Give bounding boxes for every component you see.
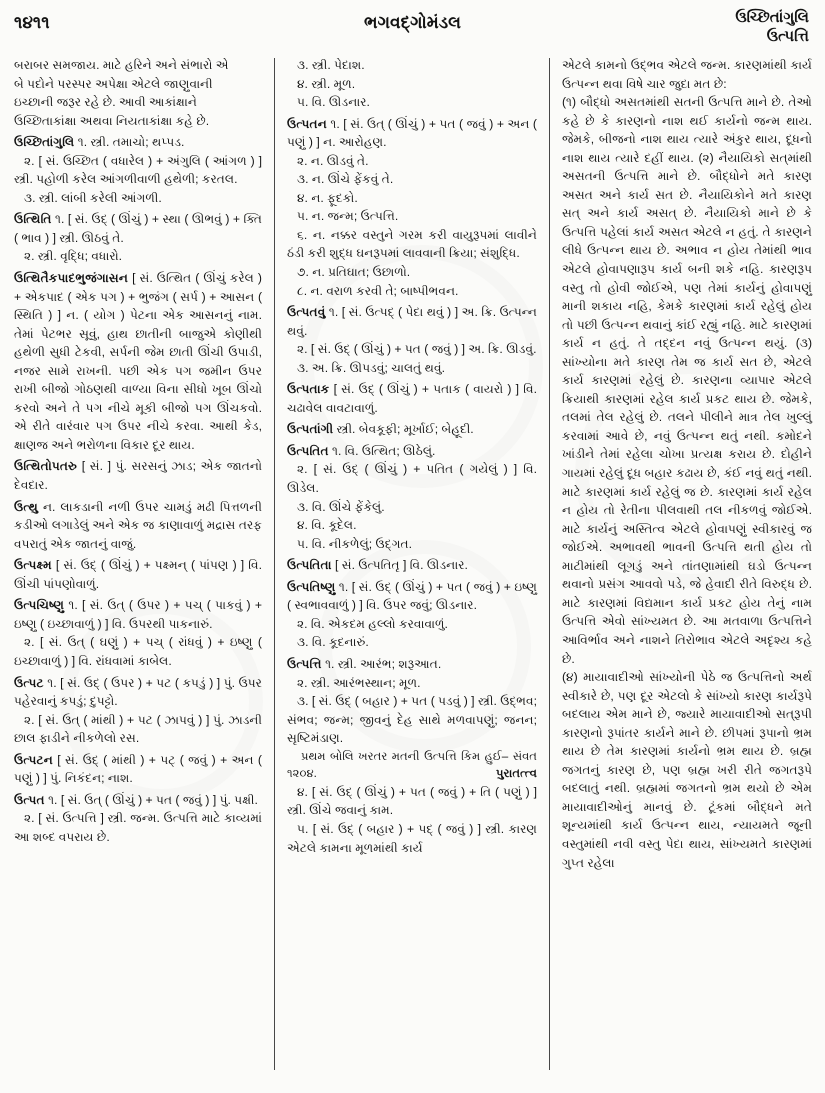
sense-2: ૨. [ સં. ઉદ્ ( ઊંચું ) + પત ( જવું ) ] અ. ક્રિ. ઊડવું. xyxy=(297,342,537,357)
dictionary-entry xyxy=(14,556,262,593)
headword: ઉત્પતિષ્ણુ xyxy=(287,579,336,594)
sense-after-2: ૫. [ સં. ઉદ્ ( બહાર ) + પદ્ ( જવું ) ] સ્ત્રી. કારણ એટલે કામના મૂળમાંથી કાર્ય xyxy=(287,822,537,855)
headword: ઉત્પક્ષ્મ xyxy=(14,558,52,573)
dictionary-entry xyxy=(14,674,262,748)
sense-7: ૭. ન. પ્રતિઘાત; ઉછાળો. xyxy=(297,265,411,280)
dictionary-entry xyxy=(14,596,262,670)
article-body xyxy=(562,56,812,872)
sense-8: ૮. ન. વરાળ કરવી તે; બાષ્પીભવન. xyxy=(297,283,459,298)
paragraph-3: (૪) માયાવાદીઓ સાંખ્યોની પેઠે જ ઉત્પત્તિનો અર્થ સ્વીકારે છે, પણ દૂર એટલો કે સાંખ્યો કારણ કાર્યરૂપે બદલાય એમ માને છે, જ્યારે માયાવાદીઓ સત્‌રૂપી કારણનો રૂપાંતર કાર્યને માને છે. છીપમાં રૂપાનો ભ્રમ થાય છે તેમ કારણમાં કાર્યનો ભ્રમ થાય છે. બ્રહ્મ જગતનું કારણ છે, પણ બ્રહ્મ ખરી રીતે જગતરૂપે બદલાતું નથી. બ્રહ્મમાં જગતનો ભ્રમ થયો છે એમ માયાવાદીઓનું માનવું છે. ટૂંકમાં બૌદ્ધને મતે શૂન્યમાંથી કાર્ય ઉત્પન્ન થાય, ન્યાયમતે જૂની વસ્તુમાંથી નવી વસ્તુ પેદા થાય, સાંખ્યમતે કારણમાં ગુપ્ત રહેલા xyxy=(562,670,812,870)
headword: ઉત્પતાક xyxy=(287,382,330,397)
entry-first-line: ઉત્પતાક [ સં. ઉદ્ ( ઊંચું ) + પતાક ( વાયરો ) ] વિ. ચઢાવેલ વાવટાવાળું. xyxy=(287,382,537,415)
headword: ઉત્પચિષ્ણુ xyxy=(14,598,65,613)
sense-1: ૨. [ સં. ઉચ્છિત ( વધારેલ ) + અંગુલિ ( આંગળ ) ] સ્ત્રી. પહોળી કરેલ આંગળીવાળી હથેળી; કરતલ. xyxy=(14,153,262,187)
dictionary-entry xyxy=(287,420,537,439)
dictionary-entry xyxy=(14,751,262,788)
entry-first-line: ઉત્પત ૧. [ સં. ઉત્ ( ઊંચું ) + પત ( જવું ) ] પું. પક્ષી. xyxy=(14,792,258,807)
sense-3: ૩. [ સં. ઉદ્ ( બહાર ) + પત ( પડવું ) ] સ્ત્રી. ઉદ્ભવ; સંભવ; જન્મ; જીવનું દેહ સાથે મળવાપણું; જનન; સૃષ્ટિમંડાણ. xyxy=(287,694,537,746)
dictionary-entry xyxy=(14,498,262,554)
dictionary-entry xyxy=(14,269,262,454)
entry-first-line: ઉત્થિતૈકપાદભુજંગાસન [ સં. ઉત્થિત ( ઊંચું કરેલ ) + એકપાદ ( એક પગ ) + ભુજંગ ( સર્પ ) + આસન ( સ્થિતિ ) ] ન. ( યોગ ) પેટના એક આસનનું નામ. તેમાં પેટભર સૂવું, હાથ છાતીની બાજુએ કોણીથી હથેળી સુધી ટેકવી, સર્પની જેમ છાતી ઊંચી ઉપાડી, નજર સામે રાખની. પછી એક પગ જમીન ઉપર રાખી બીજો ગોઠણથી વાળ્યા વિના સીધો ખૂબ ઊંચો કરવો અને તે પગ નીચે મૂકી બીજો પગ ઊંચકવો. એ રીતે વારંવાર પગ ઉપર નીચે કરવા. આથી કેડ, ક્ષાણજ અને ભરોળના વિકાર દૂર થાય. xyxy=(14,271,262,452)
entry-first-line: ઉત્પટન [ સં. ઉદ્ ( માંથી ) + પટ્ ( જવું ) + અન ( પણું ) ] પું. નિકંદન; નાશ. xyxy=(14,752,262,786)
carryover-line-1: બે પદોને પરસ્પર અપેક્ષા એટલે જાણુવાની xyxy=(14,76,213,91)
dictionary-entry xyxy=(287,380,537,417)
dictionary-entry xyxy=(287,303,537,377)
headword: ઉત્પતિતા xyxy=(287,558,332,573)
carryover-sense-3: ૫. વિ. ઊડનાર. xyxy=(297,95,370,110)
entry-list-1 xyxy=(14,133,262,846)
entry-first-line: ઉત્પતિત ૧. વિ. ઉત્થિત; ઊઠેલું. xyxy=(287,443,436,458)
headword: ઉત્પટન xyxy=(14,752,53,767)
headword: ઉત્પતાંગી xyxy=(287,422,334,437)
carryover-line-3: ઉચ્છિતાકાંક્ષા અથવા નિયતાકાંક્ષા કહે છે. xyxy=(14,113,210,128)
entry-first-line: ઉત્પતન ૧. [ સં. ઉત્ ( ઊંચું ) + પત ( જવું ) + અન ( પણું ) ] ન. આરોહણ. xyxy=(287,116,537,150)
sense-2: ૨. [ સં. ઉત્ ( ઘણું ) + પચ્ ( રાંધવું ) + ઇષ્ણુ ( ઇચ્છાવાળું ) ] વિ. રાંધવામાં કાબેલ. xyxy=(14,635,262,668)
entry-first-line: ઉત્પતવું ૧. [ સં. ઉત્પદ્ ( પેદા થવું ) ] અ. ક્રિ. ઉત્પન્ન થવું. xyxy=(287,305,537,338)
headword: ઉત્પતવું xyxy=(287,305,326,320)
carryover-line-0: બરાબર સમજાય. માટે હરિને અને સંભારો એ xyxy=(14,58,229,72)
carryover-sense-1: ૩. સ્ત્રી. પેદાશ. xyxy=(297,58,365,72)
entry-first-line: ઉત્થિતોપતરુ [ સં. ] પું. સરસનું ઝાડ; એક જાતનો દેવદાર. xyxy=(14,459,262,493)
sense-4: ૪. વિ. કૂદેલ. xyxy=(297,518,357,533)
dictionary-entry xyxy=(14,210,262,266)
dictionary-entry xyxy=(14,791,262,847)
sense-4: ૪. ન. ફૂદકો. xyxy=(297,190,358,205)
sense-3: ૩. અ. ક્રિ. ઊપડવું; ચાલતું થવું. xyxy=(297,360,445,375)
headword: ઉત્પત xyxy=(14,792,45,807)
sense-3: ૩. ન. ઊંચે ફેંકવું તે. xyxy=(297,172,394,187)
column-2 xyxy=(275,56,550,1086)
guide-word-last: ઉત્પત્તિ xyxy=(766,28,809,46)
sense-3: ૩. વિ. ઊંચે ફેંકેલું. xyxy=(297,499,385,514)
headword: ઉત્પટ xyxy=(14,675,44,690)
sense-2: ૨. સ્ત્રી. વૃદ્ધિ; વધારો. xyxy=(24,249,123,264)
paragraph-2: (૧) બૌદ્ધો અસતમાંથી સતની ઉત્પત્તિ માને છે. તેઓ કહે છે કે કારણનો નાશ થઈ કાર્યનો જન્મ થાય. જેમકે, બીજનો નાશ થાય ત્યારે અંકુર થાય, દૂધનો નાશ થાય ત્યારે દહીં થાય. (૨) નૈયાયિકો સત્‌માંથી અસતની ઉત્પત્તિ માને છે. બૌદ્ધોને મતે કારણ અસત અને કાર્ય સત છે. નૈયાયિકોને મતે કારણ સત્ અને કાર્ય અસત્ છે. નૈયાયિકો માને છે કે ઉત્પત્તિ પહેલાં કાર્ય અસત એટલે ન હતું. તે કારણને લીધે ઉત્પન્ન થાય છે. અભાવ ન હોય તેમાંથી ભાવ એટલે હોવાપણારૂપ કાર્ય બની શકે નહિ. કારણરૂપ વસ્તુ તો હોવી જોઈએ, પણ તેમાં કાર્યનું હોવાપણું માની શકાય નહિ, કેમકે કારણમાં કાર્ય રહેલું હોય તો પછી ઉત્પન્ન થવાનું કાંઈ રહ્યું નહિ. માટે કારણમાં કાર્ય ન હતું. તે તદ્દન નવું ઉત્પન્ન થયું. (૩) સાંખ્યોના મતે કારણ તેમ જ કાર્ય સત છે, એટલે કાર્ય કારણમાં રહેલું છે. કારણના વ્યાપાર એટલે ક્રિયાથી કારણમાં રહેલ કાર્ય પ્રકટ થાય છે. જેમકે, તલમાં તેલ રહેલું છે. તલને પીલીને માત્ર તેલ ખુલ્લું કરવામાં આવે છે, નવું ઉત્પન્ન થતું નથી. કમોદને ખાંડીને તેમાં રહેલા ચોખા પ્રત્યક્ષ કરાય છે. દોહીને ગાયમાં રહેલું દૂધ બહાર કઢાય છે, કંઈ નવું થતું નથી. માટે કારણમાં કાર્ય રહેલું જ છે. કારણમાં કાર્ય રહેલ ન હોય તો રેતીના પીલવાથી તલ નીકળવું જોઈએ. માટે કાર્યનું અસ્તિત્વ એટલે હોવાપણું સ્વીકારવું જ જોઈએ. અભાવથી ભાવની ઉત્પત્તિ થતી હોય તો માટીમાંથી લૂગડું અને તાંતણામાંથી ઘડો ઉત્પન્ન થવાનો પ્રસંગ આવવો પડે, જે હેવાદી રીતે વિરુદ્ધ છે. માટે કારણમાં વિદ્યમાન કાર્ય પ્રકટ હોય તેનું નામ ઉત્પત્તિ એવો સાંખ્યમત છે. આ મતવાળા ઉત્પત્તિને આવિર્ભાવ અને નાશને તિરોભાવ એટલે અદૃશ્ય કહે છે. xyxy=(562,95,812,666)
entry-first-line: ઉત્પતાંગી સ્ત્રી. બેવકૂફી; મૂર્ખાઈ; બેહૂદી. xyxy=(287,422,474,437)
column-1 xyxy=(0,56,275,1086)
headword: ઉત્થિતોપતરુ xyxy=(14,459,78,474)
entry-first-line: ઉત્થિતિ ૧. [ સં. ઉદ્ ( ઊંચું ) + સ્થા ( ઊભવું ) + ક્તિ ( ભાવ ) ] સ્ત્રી. ઊઠવું તે. xyxy=(14,212,262,245)
entry-first-line: ઉત્પત્તિ ૧. સ્ત્રી. આરંભ; શરૂઆત. xyxy=(287,656,442,671)
entry-list-2 xyxy=(287,115,537,857)
sense-5: ૫. ન. જન્મ; ઉત્પત્તિ. xyxy=(297,209,399,224)
entry-first-line: ઉત્પતિતા [ સં. ઉત્પતિતૃ ] વિ. ઊડનાર. xyxy=(287,558,468,573)
sense-2: ૨. [ સં. ઉદ્ ( ઊંચું ) + પતિત ( ગયેલું ) ] વિ. ઊડેલ. xyxy=(287,462,537,496)
dictionary-entry xyxy=(287,578,537,652)
sense-6: ૬. ન. નક્કર વસ્તુને ગરમ કરી વાયુરૂપમાં લાવીને ઠંડી કરી શુદ્ધ ઘનરૂપમાં લાવવાની ક્રિયા; સંશુદ્ધિ. xyxy=(287,227,537,261)
dictionary-entry xyxy=(287,115,537,300)
guide-word-first: ઉચ્છિતાંગુલિ xyxy=(735,9,809,26)
sense-2: ૨. વિ. એકદમ હલ્લો કરવાવાળું. xyxy=(297,616,448,631)
sense-after-1: ૪. [ સં. ઉદ્ ( ઊંચું ) + પત ( જવું ) + તિ ( પણું ) ] સ્ત્રી. ઊંચે જવાનું કામ. xyxy=(287,784,537,818)
sense-2: ૨. સ્ત્રી. આરંભસ્થાન; મૂળ. xyxy=(297,675,421,690)
entry-first-line: ઉચ્છિતાંગુલિ ૧. સ્ત્રી. તમાચો; થપ્પડ. xyxy=(14,135,185,150)
book-title: ભગવદ્ગોમંડલ xyxy=(364,13,461,32)
dictionary-entry xyxy=(14,133,262,207)
entry-first-line: ઉત્થુ ન. લાકડાની નળી ઉપર ચામડું મઢી પિત્તળની કડીઓ લગાડેલું અને એક જ કાણાવાળું મદ્રાસ તરફ વપરાતું એક જાતનું વાજું. xyxy=(14,499,262,551)
headword: ઉત્થિતિ xyxy=(14,212,52,227)
sense-3: ૩. વિ. કૂદનારું. xyxy=(297,635,369,650)
headword: ઉત્થુ xyxy=(14,499,38,514)
entry-first-line: ઉત્પચિષ્ણુ ૧. [ સં. ઉત્ ( ઉપર ) + પચ્ ( પાકવું ) + ઇષ્ણુ ( ઇચ્છાવાળું ) ] વિ. ઉપરથી પાકનારું. xyxy=(14,598,262,631)
dictionary-entry xyxy=(287,442,537,553)
sense-2: ૨. ન. ઊડવું તે. xyxy=(297,153,369,168)
quotation-citation: પુરાતત્ત્વ xyxy=(496,767,537,781)
column-container xyxy=(0,56,825,1086)
entry-first-line: ઉત્પક્ષ્મ [ સં. ઉદ્ ( ઊંચું ) + પક્ષ્મન્ ( પાંપણ ) ] વિ. ઊંચી પાંપણોવાળું. xyxy=(14,558,262,591)
sense-2: ૨. [ સં. ઉત્ ( માંથી ) + પટ ( ઝાપવું ) ] પું. ઝાડની છાલ ફાડીને નીકળેલો રસ. xyxy=(14,712,262,746)
carryover-line-2: ઇચ્છાની જરૂર રહે છે. આવી આકાંક્ષાને xyxy=(14,95,197,110)
entry-quotation: પ્રથમ બોલિ ખરતર મતની ઉત્પત્તિ કિમ હુઈ– સંવત ૧૨૦૪. પુરાતત્ત્વ xyxy=(287,748,537,783)
running-head xyxy=(0,0,825,52)
carryover-text xyxy=(14,56,262,130)
paragraph-1: એટલે કામનો ઉદ્ભવ એટલે જન્મ. કારણમાંથી કાર્ય ઉત્પન્ન થવા વિષે ચાર જુદા મત છે: xyxy=(562,58,812,91)
carryover-senses xyxy=(287,56,537,112)
sense-2: ૩. સ્ત્રી. લાંબી કરેલી આંગળી. xyxy=(24,190,162,205)
dictionary-entry xyxy=(287,556,537,575)
page-number: ૧૪૧૧ xyxy=(14,13,50,32)
carryover-sense-2: ૪. સ્ત્રી. મૂળ. xyxy=(297,76,356,91)
guide-words xyxy=(735,8,809,46)
sense-5: ૫. વિ. નીકળેલું; ઉદ્ગત. xyxy=(297,536,412,551)
dictionary-entry xyxy=(287,655,537,857)
entry-first-line: ઉત્પતિષ્ણુ ૧. [ સં. ઉદ્ ( ઊંચું ) + પત ( જવું ) + ઇષ્ણુ ( સ્વભાવવાળું ) ] વિ. ઉપર જવું; ઊડનાર. xyxy=(287,579,537,613)
headword: ઉચ્છિતાંગુલિ xyxy=(14,135,75,150)
headword: ઉત્થિતૈકપાદભુજંગાસન xyxy=(14,271,129,286)
headword: ઉત્પતિત xyxy=(287,443,329,458)
headword: ઉત્પત્તિ xyxy=(287,656,322,671)
sense-2: ૨. [ સં. ઉત્પત્તિ ] સ્ત્રી. જન્મ. ઉત્પત્તિ માટે કાવ્યમાં આ શબ્દ વપરાય છે. xyxy=(14,811,262,844)
entry-first-line: ઉત્પટ ૧. [ સં. ઉદ્ ( ઉપર ) + પટ ( કપડું ) ] પું. ઉપર પહેરવાનું કપડું; દુપટ્ટો. xyxy=(14,675,262,709)
headword: ઉત્પતન xyxy=(287,116,327,131)
column-3 xyxy=(550,56,825,1086)
dictionary-entry xyxy=(14,457,262,494)
